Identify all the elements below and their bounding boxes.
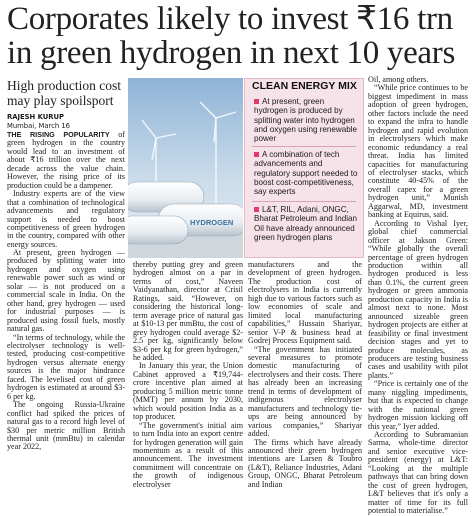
paragraph: “While price continues to be biggest impediment in mass adoption of green hydrogen, other factors include the need to expand the infra to handle hydrogen and rapid evolution in electrolysers which make economic redundancy a real threat. India has limited capacities for manufacturing of electrolyser stacks, which constitute 40-45% of the overall capex for a green hydrogen unit,” Munish Aggarwal, MD, investment banking at Equirus, said. bbox=[368, 83, 468, 220]
paragraph: The firms which have already announced their green hydrogen intentions are Larsen & Toubro (L&T), Reliance Industries, Adani Group, ONGC, Bharat Petroleum and Indian bbox=[248, 437, 362, 489]
paragraph: At present, green hydrogen — produced by splitting water into hydrogen and oxygen using renewable power such as wind or solar — is not produced on a commercial scale in India. On the other hand, grey hydrogen — used for industrial purposes — is produced using fossil fuels, mostly natural gas. bbox=[7, 248, 125, 334]
paragraph: manufacturers and the development of green hydrogen. The production cost of electrolysers in India is currently high due to various factors such as low economies of scale and limited local manufacturing capabilities,” Hussain Shariyar, senior V-P & business head at Godrej Process Equipment said. bbox=[248, 260, 362, 346]
paragraph: of green hydrogen in the country would lead to an investment of about ₹16 trillion over the next decade across the value chain. However, the rising price of its production could be a dampener. bbox=[7, 130, 125, 190]
factbox-item-text: L&T, RIL, Adani, ONGC, Bharat Petroleum and Indian Oil have already announced green hydrogen plans bbox=[254, 205, 358, 242]
article-column-3 bbox=[248, 261, 362, 489]
divider bbox=[252, 146, 356, 147]
paragraph: Oil, among others. bbox=[368, 75, 429, 84]
paragraph: According to Subramanian Sarma, whole-time director and senior executive vice-president (energy) at L&T: “Looking at the multiple pathways that can bring down the cost of green hydrogen, L&T believes that it's only a matter of time for its full potential to materialise.” bbox=[368, 430, 468, 516]
paragraph: “In terms of technology, while the electrolyser technology is well-tested, producing cost-competitive hydrogen versus alternate energy sources is the major hindrance faced. The levelised cost of green hydrogen is estimated at around $3-6 per kg. bbox=[7, 332, 125, 401]
paragraph: “The government's initial aim to turn India into an export centre for hydrogen generation will gain momentum as a result of this announcement. The investment commitment will concentrate on the growth of indigenous electrolyser bbox=[133, 420, 243, 489]
factbox-item-text: At present, green hydrogen is produced by splitting water into hydrogen and oxygen using renewable power bbox=[254, 97, 358, 144]
paragraph: “Price is certainly one of the many niggling impediments, but that is expected to change with the national green hydrogen mission kicking off this year,” Iyer added. bbox=[368, 379, 468, 431]
paragraph: thereby putting grey and green hydrogen almost on a par in terms of cost,” Naveen Vaidyanathan, director at Crisil Ratings, said. “However, on considering the historical long-term average price of natural gas at $10-13 per mmBtu, the cost of grey hydrogen could average $2-2.5 per kg, significantly below $3-6 per kg for green hydrogen,” he added. bbox=[133, 260, 243, 362]
headline-line-2: in green hydrogen in next 10 years bbox=[7, 35, 455, 71]
subhead-line-2: may play spoilsport bbox=[7, 93, 114, 108]
factbox-item bbox=[254, 205, 358, 242]
article-column-4 bbox=[368, 76, 468, 516]
article-column-1-bottom bbox=[7, 249, 125, 452]
tank-label: HYDROGEN bbox=[190, 218, 234, 227]
paragraph: “The government has initiated several measures to promote domestic manufacturing of electrolysers and their costs. There has already been an increasing trend in terms of development of indigenous electrolyser manufacturers and technology tie-ups are being announced by various companies,” Shariyar added. bbox=[248, 344, 362, 439]
bullet-icon bbox=[254, 152, 259, 157]
subhead-line-1: High production cost bbox=[7, 78, 121, 93]
subhead bbox=[7, 78, 122, 108]
paragraph: The ongoing Russia-Ukraine conflict had spiked the prices of natural gas to a record high level of $30 per metric million British thermal unit (mmBtu) in calendar year 2022, bbox=[7, 400, 125, 452]
bullet-icon bbox=[254, 99, 259, 104]
divider bbox=[252, 201, 356, 202]
factbox-title: CLEAN ENERGY MIX bbox=[252, 80, 357, 92]
headline bbox=[7, 2, 469, 70]
factbox-item bbox=[254, 97, 358, 143]
hydrogen-tanks-photo bbox=[128, 78, 243, 258]
paragraph: In January this year, the Union Cabinet approved a ₹19,744-crore incentive plan aimed at producing 5 million metric tonne (MMT) per annum by 2030, which would position India as a top producer. bbox=[133, 361, 243, 422]
paragraph: According to Vishal Iyer, global chief commercial officer at Jakson Green: “While globally the overall percentage of green hydrogen production within all hydrogen produced is less than 0.1%, the current green hydrogen or green ammonia production capacity in India is almost next to none. Most announced sizeable green hydrogen projects are either at feasibility or final investment decision stages and yet to produce molecules, as producers are testing business cases and usability with pilot plants.” bbox=[368, 218, 468, 380]
byline-author: RAJESH KURUP bbox=[7, 113, 65, 121]
article-column-1-top bbox=[7, 131, 125, 249]
paragraph: Industry experts are of the view that a combination of technological advancements and regulatory support is needed to boost competitiveness of green hydrogen in the country, compared with other energy sources. bbox=[7, 189, 125, 249]
bullet-icon bbox=[254, 207, 259, 212]
lead-in: THE RISING POPULARITY bbox=[7, 130, 110, 139]
byline-dateline: Mumbai, March 16 bbox=[7, 122, 71, 130]
article-column-2 bbox=[133, 261, 243, 489]
factbox-item bbox=[254, 150, 358, 196]
byline bbox=[7, 113, 127, 131]
headline-line-1: Corporates likely to invest ₹16 trn bbox=[7, 1, 453, 37]
factbox-item-text: A combination of tech advancements and regulatory support needed to boost cost-competitiveness, say experts bbox=[254, 150, 358, 197]
